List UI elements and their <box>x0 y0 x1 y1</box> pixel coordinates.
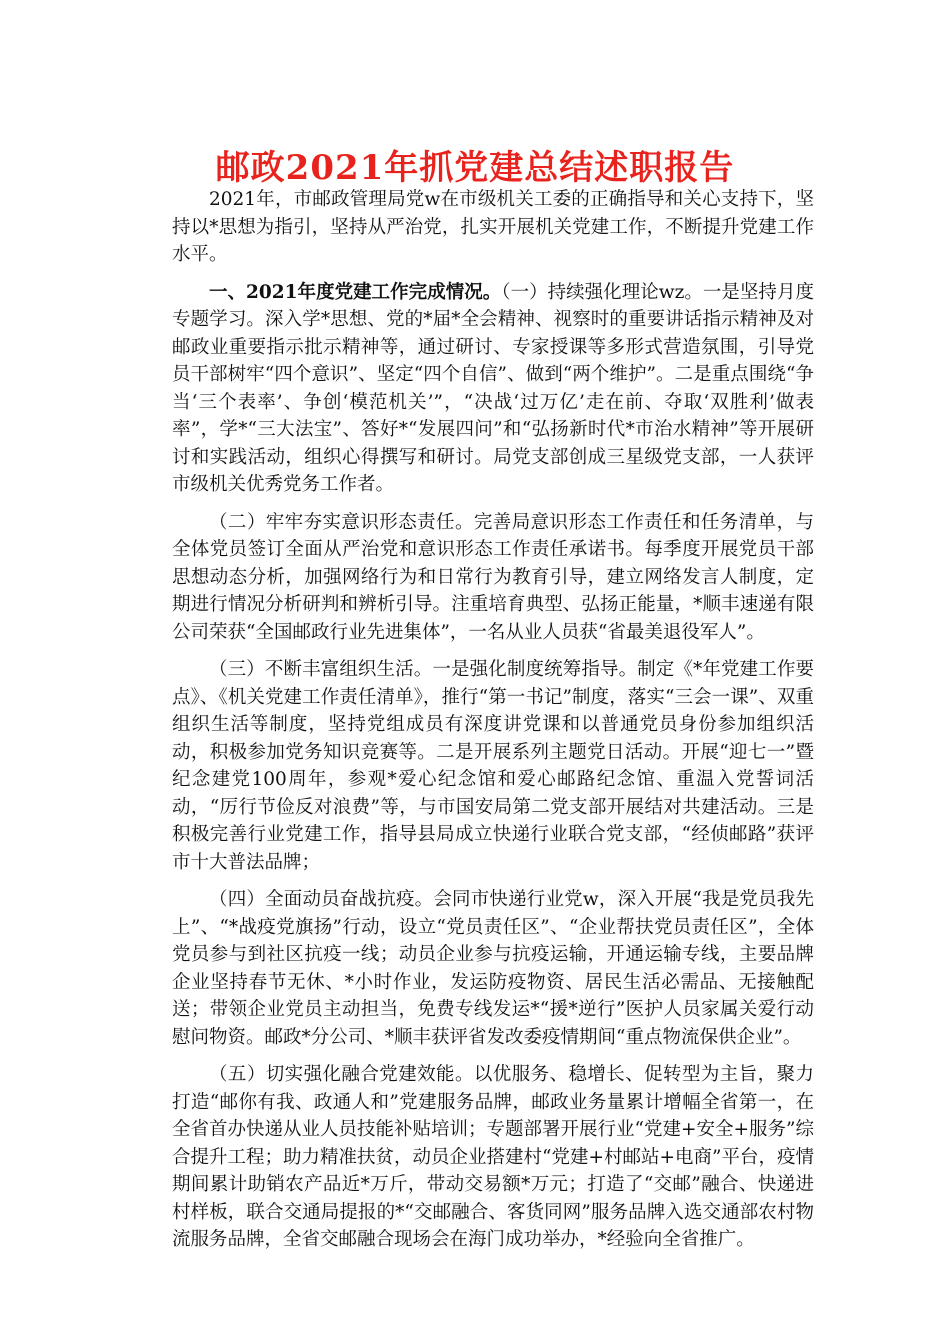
paragraph-text: 2021年，市邮政管理局党w在市级机关工委的正确指导和关心支持下，坚持以*思想为指引，坚持从严治党，扎实开展机关党建工作，不断提升党建工作水平。 <box>172 189 814 265</box>
document-body <box>172 186 814 1254</box>
paragraph-intro <box>172 186 814 269</box>
paragraph-text: （四）全面动员奋战抗疫。会同市快递行业党w，深入开展“我是党员我先上”、“*战疫党旗扬”行动，设立“党员责任区”、“企业帮扶党员责任区”，全体党员参与到社区抗疫一线；动员企业参与抗疫运输，开通运输专线，主要品牌企业坚持春节无休、*小时作业，发运防疫物资、居民生活必需品、无接触配送；带领企业党员主动担当，免费专线发运*“援*逆行”医护人员家属关爱行动慰问物资。邮政*分公司、*顺丰获评省发改委疫情期间“重点物流保供企业”。 <box>172 889 814 1048</box>
paragraph-text: （五）切实强化融合党建效能。以优服务、稳增长、促转型为主旨，聚力打造“邮你有我、政通人和”党建服务品牌，邮政业务量累计增幅全省第一，在全省首办快递从业人员技能补贴培训；专题部署开展行业“党建+安全+服务”综合提升工程；助力精准扶贫，动员企业搭建村“党建+村邮站+电商”平台，疫情期间累计助销农产品近*万斤，带动交易额*万元；打造了“交邮”融合、快递进村样板，联合交通局提报的*“交邮融合、客货同网”服务品牌入选交通部农村物流服务品牌，全省交邮融合现场会在海门成功举办，*经验向全省推广。 <box>172 1064 814 1250</box>
section-heading: 一、2021年度党建工作完成情况。 <box>209 281 502 303</box>
paragraph-item-2 <box>172 509 814 647</box>
paragraph-section-1 <box>172 279 814 499</box>
paragraph-text: （一）持续强化理论wz。一是坚持月度专题学习。深入学*思想、党的*届*全会精神、视察时的重要讲话指示精神及对邮政业重要指示批示精神等，通过研讨、专家授课等多形式营造氛围，引导党员干部树牢“四个意识”、坚定“四个自信”、做到“两个维护”。二是重点围绕“争当‘三个表率’、争创‘模范机关’”，“决战‘过万亿’走在前、夺取‘双胜利’做表率”，学*“三大法宝”、答好*“发展四问”和“弘扬新时代*市治水精神”等开展研讨和实践活动，组织心得撰写和研讨。局党支部创成三星级党支部，一人获评市级机关优秀党务工作者。 <box>172 281 814 495</box>
paragraph-item-5 <box>172 1061 814 1254</box>
paragraph-item-4 <box>172 886 814 1051</box>
paragraph-text: （三）不断丰富组织生活。一是强化制度统筹指导。制定《*年党建工作要点》、《机关党建工作责任清单》，推行“第一书记”制度，落实“三会一课”、双重组织生活等制度，坚持党组成员有深度讲党课和以普通党员身份参加组织活动，积极参加党务知识竞赛等。二是开展系列主题党日活动。开展“迎七一”暨纪念建党100周年，参观*爱心纪念馆和爱心邮路纪念馆、重温入党誓词活动，“厉行节俭反对浪费”等，与市国安局第二党支部开展结对共建活动。三是积极完善行业党建工作，指导县局成立快递行业联合党支部，“经侦邮路”获评市十大普法品牌； <box>172 659 814 873</box>
document-title: 邮政2021年抓党建总结述职报告 <box>215 148 735 188</box>
paragraph-text: （二）牢牢夯实意识形态责任。完善局意识形态工作责任和任务清单，与全体党员签订全面从严治党和意识形态工作责任承诺书。每季度开展党员干部思想动态分析，加强网络行为和日常行为教育引导，建立网络发言人制度，定期进行情况分析研判和辨析引导。注重培育典型、弘扬正能量，*顺丰速递有限公司荣获“全国邮政行业先进集体”，一名从业人员获“省最美退役军人”。 <box>172 511 814 643</box>
paragraph-item-3 <box>172 656 814 876</box>
